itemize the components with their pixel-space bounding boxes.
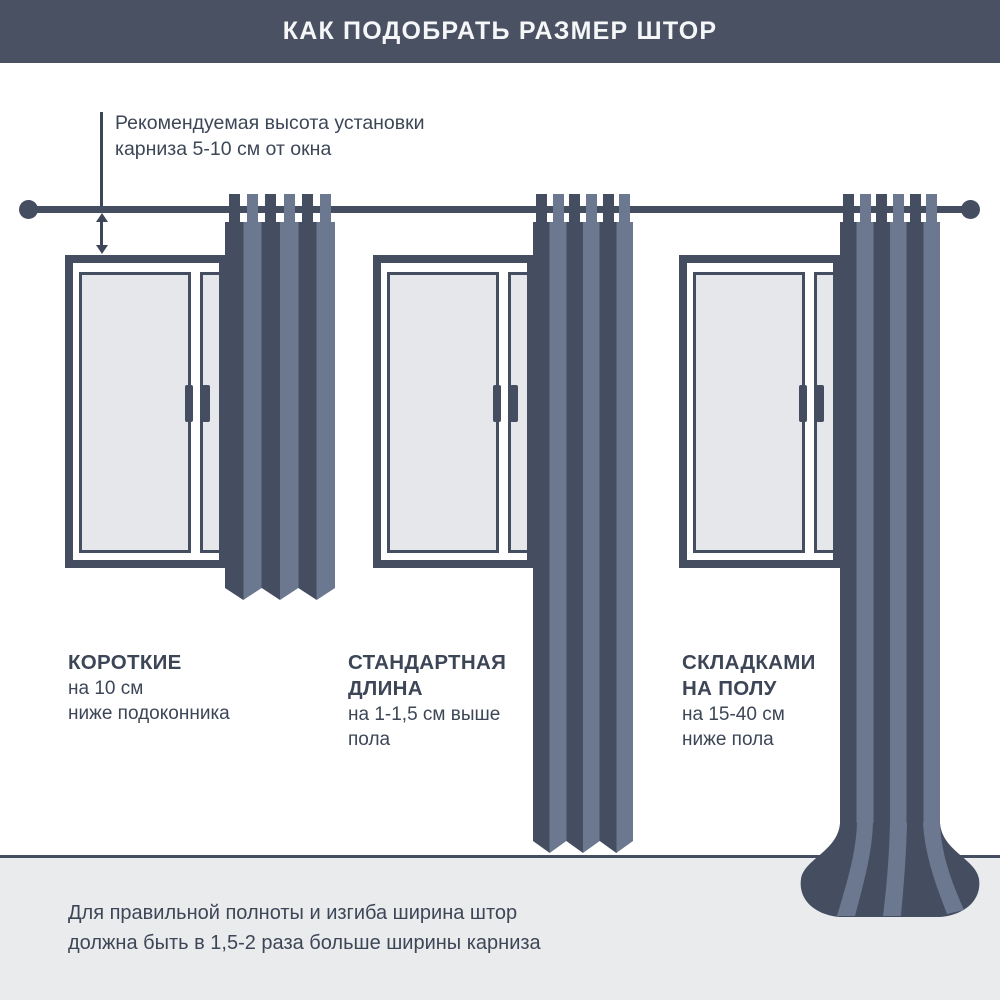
window-1-inner (73, 263, 219, 560)
label-short-title: КОРОТКИЕ (68, 651, 182, 674)
window-2-pane-left (387, 272, 499, 553)
label-puddle-title-1: СКЛАДКАМИ (682, 651, 816, 674)
label-short (68, 650, 348, 726)
annotation-line-2: карниза 5-10 см от окна (115, 138, 332, 160)
measure-arrow-line (100, 221, 103, 247)
curtain-tab (569, 194, 580, 224)
label-puddle (682, 650, 962, 752)
label-standard-desc-2: пола (348, 729, 391, 750)
curtain-tab (284, 194, 295, 224)
label-puddle-desc-2: ниже пола (682, 729, 774, 750)
curtain-tab (876, 194, 887, 224)
footer-note (68, 898, 541, 958)
curtain-tab (265, 194, 276, 224)
window-1-pane-left (79, 272, 191, 553)
curtain-tab (926, 194, 937, 224)
window-3-inner (687, 263, 833, 560)
curtain-tab (247, 194, 258, 224)
label-short-desc-1: на 10 см (68, 678, 144, 699)
label-standard-title-1: СТАНДАРТНАЯ (348, 651, 507, 674)
curtain-tab (586, 194, 597, 224)
window-3 (679, 255, 841, 568)
curtain-tab (860, 194, 871, 224)
curtain-tab (536, 194, 547, 224)
curtain-tab (229, 194, 240, 224)
window-3-pane-left (693, 272, 805, 553)
label-standard-title-2: ДЛИНА (348, 677, 423, 700)
curtain-puddle-column (840, 222, 940, 850)
window-1-handle-right (202, 385, 210, 422)
footer-note-line-1: Для правильной полноты и изгиба ширина штор (68, 902, 518, 924)
window-2-handle-left (493, 385, 501, 422)
window-1 (65, 255, 227, 568)
curtain-tab (603, 194, 614, 224)
label-standard (348, 650, 628, 752)
window-1-handle-left (185, 385, 193, 422)
window-2-handle-right (510, 385, 518, 422)
header-bar (0, 0, 1000, 63)
window-3-handle-right (816, 385, 824, 422)
annotation-leader-line (100, 112, 103, 207)
curtain-tab (553, 194, 564, 224)
page-title: КАК ПОДОБРАТЬ РАЗМЕР ШТОР (282, 17, 718, 45)
rod-height-annotation (115, 110, 425, 162)
label-short-desc-2: ниже подоконника (68, 703, 230, 724)
rod-finial-left (19, 200, 38, 219)
window-2-inner (381, 263, 527, 560)
window-2 (373, 255, 535, 568)
label-standard-desc-1: на 1-1,5 см выше (348, 704, 501, 725)
label-puddle-desc-1: на 15-40 см (682, 704, 785, 725)
curtain-rod (28, 206, 972, 213)
measure-arrow-down-icon (96, 245, 108, 254)
curtain-puddle-folds (780, 823, 1000, 925)
curtain-short (225, 222, 335, 600)
curtain-tab (320, 194, 331, 224)
curtain-tab (619, 194, 630, 224)
curtain-tab (302, 194, 313, 224)
curtain-tab (910, 194, 921, 224)
curtain-standard (533, 222, 633, 853)
curtain-tab (893, 194, 904, 224)
window-3-handle-left (799, 385, 807, 422)
curtain-tab (843, 194, 854, 224)
label-puddle-title-2: НА ПОЛУ (682, 677, 777, 700)
footer-note-line-2: должна быть в 1,5-2 раза больше ширины карниза (68, 932, 541, 954)
annotation-line-1: Рекомендуемая высота установки (115, 112, 425, 134)
rod-finial-right (961, 200, 980, 219)
